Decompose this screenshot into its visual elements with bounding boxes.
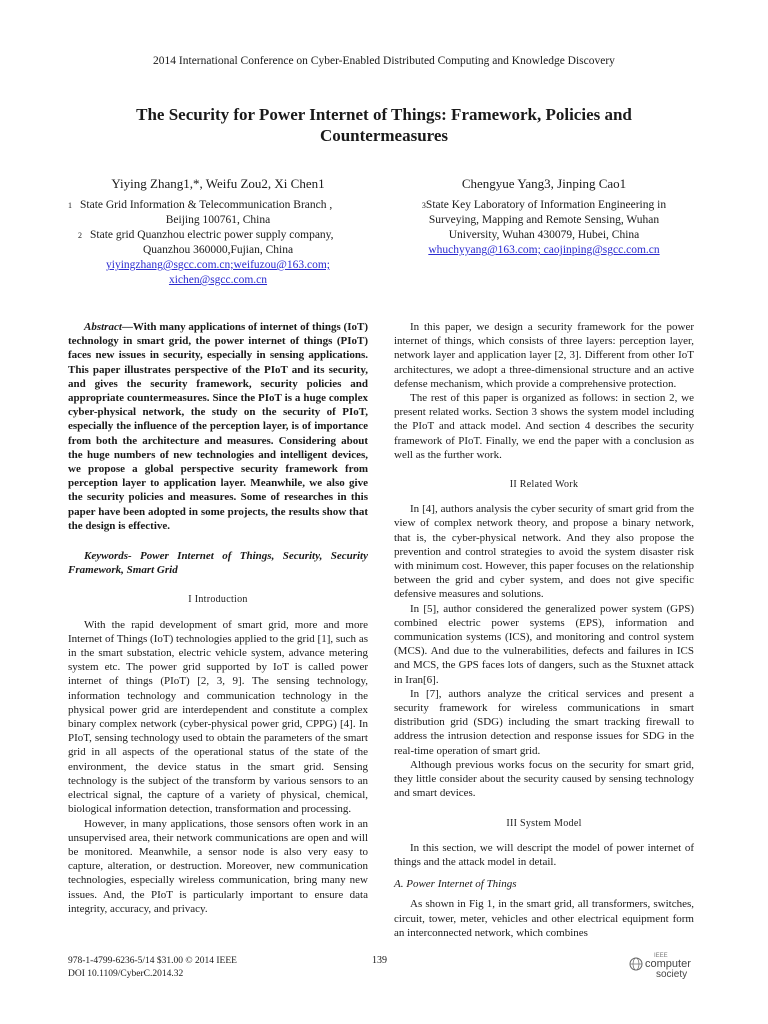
abstract [68, 320, 368, 533]
logo-sub-text: society [656, 969, 688, 980]
aff-text: State grid Quanzhou electric power supply company, [90, 229, 334, 241]
aff-text: State Key Laboratory of Information Engineering in [425, 199, 667, 211]
paragraph: In this paper, we design a security framework for the power internet of things, which consists of three layers: perception layer, network layer and application layer [2, 3]. Different from other IoT architectures, we adopt a three-dimensional structure and an active defense mechanism, which provide a comprehensive protection. [394, 321, 694, 390]
paragraph: In [5], author considered the generalized power system (GPS) combined electric power systems (EPS), information and communication systems (ICS), and monitoring and control system (MCS). And due to the vulnerabilities, defects and failures in ICS and MCS, the GPS faces lots of dangers, such as the Stuxnet attack in Iran[6]. [394, 602, 694, 686]
abstract-text: —With many applications of internet of things (IoT) technology in smart grid, the power internet of things (PIoT) faces new issues in security, especially in sensing applications. This paper illustrates perspective of the PIoT and its security, and gives the security framework, security policies and appropriate countermeasures. Since the PIoT is a huge complex cyber-physical network, the study on the security of PIoT, especially the influence of the perception layer, is of importance from both the architecture and measures. Considering about the huge numbers of new technologies and intelligent devices, we propose a global perspective security framework from perception layer to application layer. Meanwhile, we also give the security policies and measures. Some of researches in this paper have been adopted in some projects, the results show that the design is effective. [68, 321, 368, 532]
logo-top-text: IEEE [654, 953, 668, 959]
footer-info [68, 955, 237, 981]
paragraph: With the rapid development of smart grid, more and more Internet of Things (IoT) technologies applied to the grid [1], such as in the smart substation, electric vehicle system, advance metering system etc. The power grid supported by IoT is called power internet of things (PIoT) [2, 3, 9]. The sensing technology, information technology and communication technology in the physical power grid are interdependent and constitute a complex binary complex network (cyber-physical power grid, CPPG) [4]. In PIoT, sensing technology used to obtain the parameters of the smart grid in all aspects of the operational status of the state of the environment, the device status in the smart grid. Sensing technology is the subject of the transform by various sensors to an electrical signal, the capture of a variety of physical, chemical, biological information detection, transformation and processing. [68, 618, 368, 816]
aff-text: Quanzhou 360000,Fujian, China [142, 244, 294, 256]
aff-text: University, Wuhan 430079, Hubei, China [448, 229, 640, 241]
affiliations-right [394, 198, 694, 258]
author-names-left: Yiying Zhang1,*, Weifu Zou2, Xi Chen1 [111, 176, 325, 191]
aff-text: State Grid Information & Telecommunication Branch , [80, 199, 333, 211]
aff-number: 2 [78, 231, 82, 240]
email-link[interactable]: yiyingzhang@sgcc.com.cn;weifuzou@163.com; [106, 259, 330, 271]
paragraph: Although previous works focus on the security for smart grid, they little consider about the security caused by sensing technology and smart devices. [394, 758, 694, 800]
author-block-right [394, 176, 694, 258]
abstract-label: Abstract [84, 321, 122, 333]
paragraph: The rest of this paper is organized as follows: in section 2, we present related works. Section 3 shows the system model including the PIoT and attack model. And section 4 describes the security framework of PIoT. Finally, we end the paper with a conclusion as well as the further work. [394, 392, 694, 461]
subsection-heading: A. Power Internet of Things [394, 878, 517, 891]
aff-text: Beijing 100761, China [165, 214, 271, 226]
paragraph: In [7], authors analyze the critical services and present a security framework for wireless communications in smart distribution grid (SDG) including the smart tracking firewall to address the intrusion detection and response issues for SDG in the real-time operation of smart grid. [394, 687, 694, 757]
section-heading: II Related Work [509, 479, 579, 491]
section-heading: I Introduction [188, 594, 248, 606]
paragraph: As shown in Fig 1, in the smart grid, all transformers, switches, circuit, tower, meter, vehicles and other electrical equipment form an interconnected network, which combines [394, 898, 694, 939]
isbn-text: 978-1-4799-6236-5/14 $31.00 © 2014 IEEE [68, 956, 237, 966]
logo-main-text: computer [645, 958, 691, 970]
section-heading: III System Model [506, 817, 582, 829]
ieee-computer-society-logo [628, 948, 698, 982]
author-block-left [68, 176, 368, 288]
doi-text: DOI 10.1109/CyberC.2014.32 [68, 969, 184, 979]
paragraph: However, in many applications, those sensors often work in an unsupervised area, their network communications are open and will be monitored. Meanwhile, a sensor node is also very easy to capture, alteration, or destruction. Moreover, new communication technologies, especially wireless communication, bring many new issues. And, the PIoT is particularly important to ensure data integrity, accuracy, and privacy. [68, 817, 368, 915]
page-number: 139 [372, 955, 387, 966]
title-line-1: The Security for Power Internet of Things: Framework, Policies and [136, 105, 632, 124]
title-line-2: Countermeasures [319, 126, 449, 145]
email-link[interactable]: whuchyyang@163.com; caojinping@sgcc.com.cn [428, 244, 660, 256]
paper-title [60, 104, 708, 146]
aff-number: 1 [68, 201, 72, 210]
email-link[interactable]: xichen@sgcc.com.cn [168, 274, 268, 286]
affiliations-left [68, 198, 368, 288]
aff-text: Surveying, Mapping and Remote Sensing, Wuhan [428, 214, 660, 226]
right-column [394, 320, 694, 940]
conference-header: 2014 International Conference on Cyber-Enabled Distributed Computing and Knowledge Discovery [153, 55, 615, 67]
globe-icon [628, 948, 698, 982]
keywords: Keywords- Power Internet of Things, Security, Security Framework, Smart Grid [68, 550, 368, 577]
paragraph: In [4], authors analysis the cyber security of smart grid from the view of complex network theory, and propose a binary network, that is, the cyber-physical network. And they also propose the prevention and control strategies to avoid the system disaster risk with minimum cost. However, this paper focuses on the relationship between the grid and cyber system, and does not give specific defensive measures and solutions. [394, 503, 694, 601]
left-column [68, 320, 368, 916]
paragraph: In this section, we will descript the model of power internet of things and the attack model in detail. [394, 841, 694, 868]
author-names-right: Chengyue Yang3, Jinping Cao1 [461, 176, 627, 191]
aff-number: 3 [421, 201, 426, 210]
